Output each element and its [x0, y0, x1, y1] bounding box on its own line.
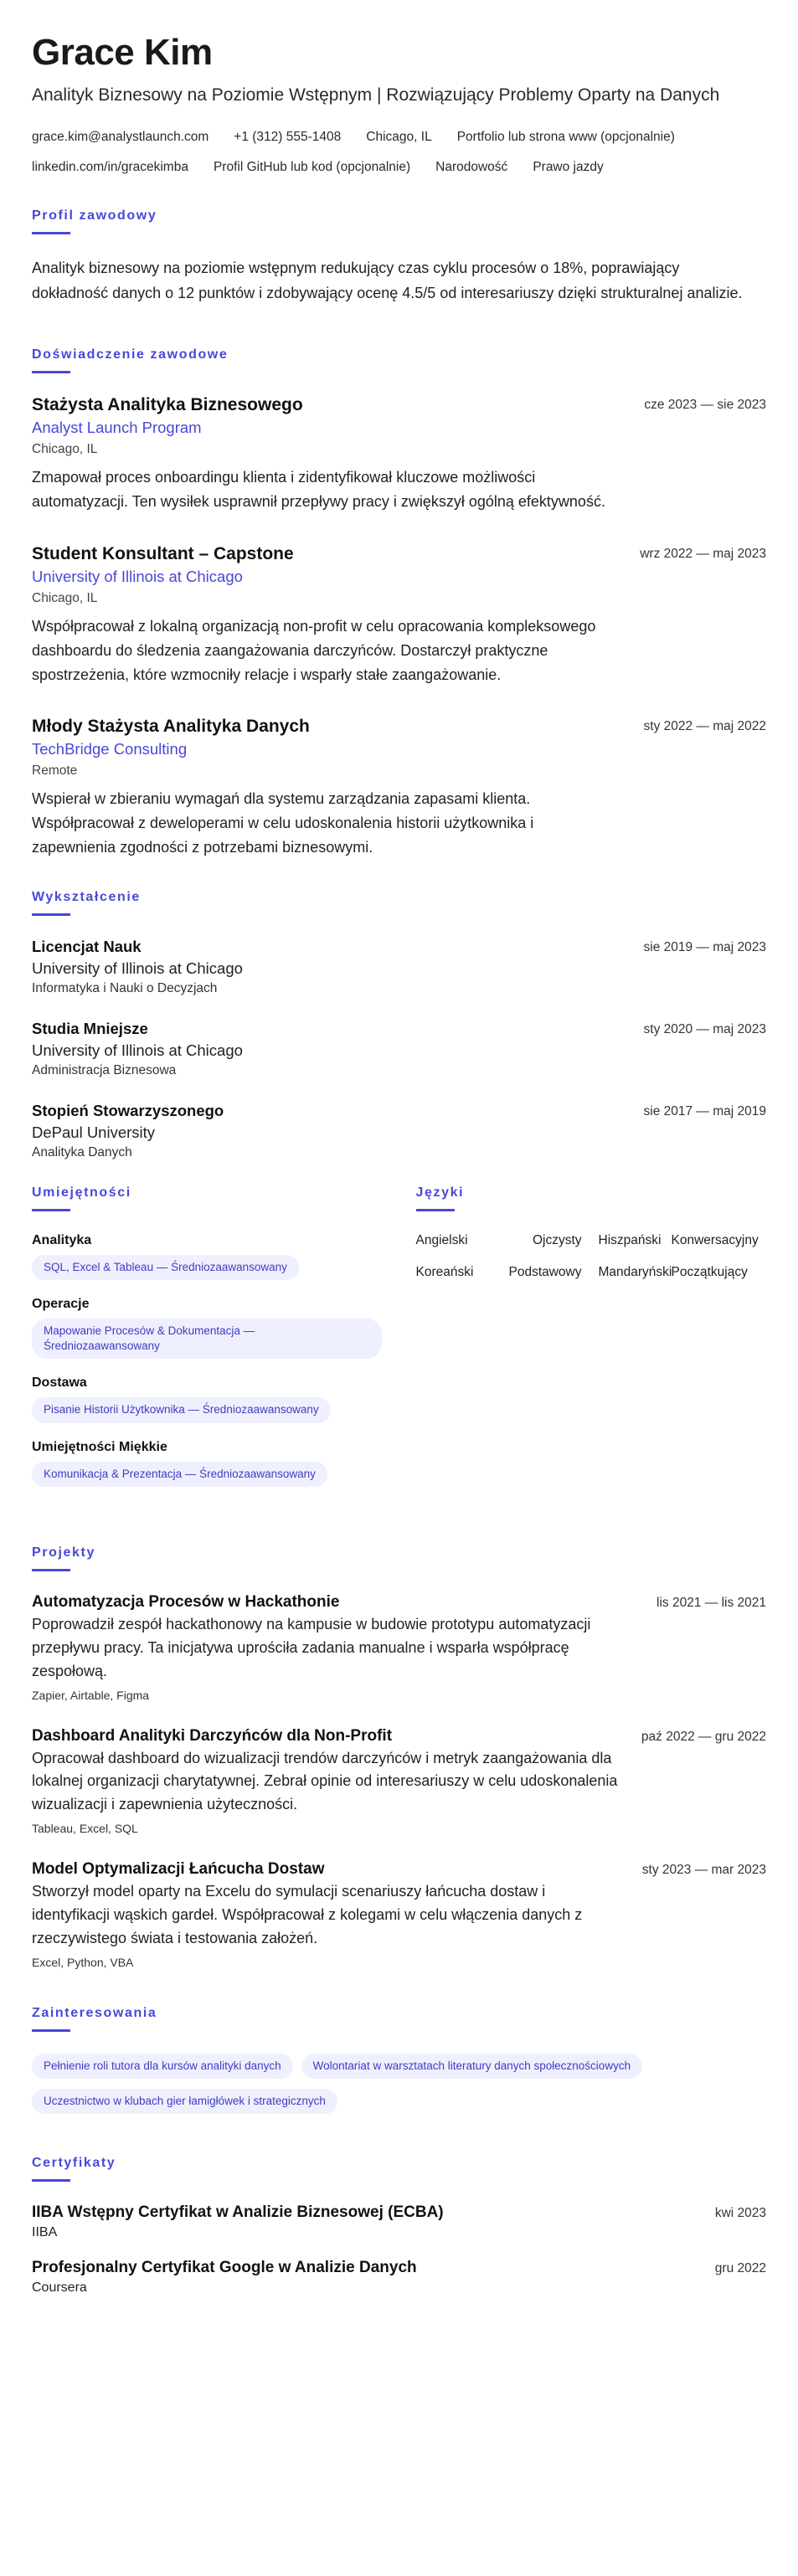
education-degree: Studia Mniejsze — [32, 1019, 148, 1037]
interest-chip: Uczestnictwo w klubach gier łamigłówek i strategicznych — [32, 2089, 337, 2114]
job-dates: sty 2022 — maj 2022 — [643, 719, 766, 734]
project-dates: paź 2022 — gru 2022 — [641, 1729, 766, 1744]
skill-group-name: Dostawa — [32, 1375, 87, 1391]
job-title: Stażysta Analityka Biznesowego — [32, 395, 303, 415]
skill-group — [32, 1440, 383, 1487]
contact-location: Chicago, IL — [366, 130, 432, 145]
contact-nationality: Narodowość — [435, 160, 508, 175]
contact-email[interactable]: grace.kim@analystlaunch.com — [32, 130, 209, 145]
job-dates: cze 2023 — sie 2023 — [644, 398, 766, 413]
job-location: Remote — [32, 764, 78, 779]
project-dates: sty 2023 — mar 2023 — [641, 1863, 766, 1878]
project-title: Model Optymalizacji Łańcucha Dostaw — [32, 1860, 325, 1879]
language-name: Koreański — [415, 1264, 474, 1279]
skill-group — [32, 1375, 383, 1422]
section-title: Projekty — [32, 1545, 95, 1560]
contact-list — [32, 130, 769, 175]
resume-header — [32, 32, 766, 175]
certification-date: gru 2022 — [714, 2261, 766, 2276]
section-divider — [416, 1209, 455, 1211]
certification-issuer: IIBA — [32, 2225, 58, 2240]
language-name: Hiszpański — [598, 1232, 662, 1247]
language-level: Podstawowy — [508, 1264, 582, 1279]
job-dates: wrz 2022 — maj 2023 — [640, 547, 766, 561]
certification-entry — [32, 2203, 766, 2240]
language-name: Mandaryński — [598, 1264, 672, 1279]
skill-chip: Mapowanie Procesów & Dokumentacja — Średniozaawansowany — [32, 1319, 382, 1359]
contact-linkedin[interactable]: linkedin.com/in/gracekimba — [32, 160, 188, 175]
education-school: University of Illinois at Chicago — [32, 959, 243, 977]
education-school: DePaul University — [32, 1123, 156, 1141]
experience-section — [32, 347, 766, 859]
contact-driving-license: Prawo jazdy — [533, 160, 604, 175]
job-description: Zmapował proces onboardingu klienta i zidentyfikował kluczowe możliwości automatyzacji. Ten wysiłek usprawnił przepływy pracy i zwiększył ogólną efektywność. — [32, 469, 605, 511]
summary-text: Analityk biznesowy na poziomie wstępnym redukujący czas cyklu procesów o 18%, poprawiający dokładność danych o 12 punktów i zdobywający ocenę 4.5/5 od interesariuszy dzięki strukturalnej analizie. — [32, 260, 743, 301]
education-dates: sie 2017 — maj 2019 — [643, 1103, 766, 1118]
job-description: Współpracował z lokalną organizacją non-profit w celu opracowania kompleksowego dashboardu do śledzenia zaangażowania darczyńców. Dostarczył praktyczne spostrzeżenia, które wzmocniły relacje i wsparły stałe zaangażowanie. — [32, 618, 596, 683]
education-field: Analityka Danych — [32, 1144, 132, 1159]
project-entry — [32, 1727, 766, 1836]
languages-section — [416, 1185, 767, 1504]
education-school: University of Illinois at Chicago — [32, 1041, 243, 1059]
job-location: Chicago, IL — [32, 442, 98, 457]
project-tools: Excel, Python, VBA — [32, 1955, 134, 1969]
section-divider — [32, 1569, 70, 1571]
job-title: Student Konsultant – Capstone — [32, 544, 294, 563]
education-dates: sty 2020 — maj 2023 — [643, 1021, 766, 1036]
education-degree: Stopień Stowarzyszonego — [32, 1101, 224, 1119]
project-entry — [32, 1593, 766, 1702]
job-entry — [32, 395, 766, 514]
certification-entry — [32, 2259, 766, 2296]
section-title: Umiejętności — [32, 1185, 131, 1200]
language-row — [416, 1233, 767, 1248]
project-description: Opracował dashboard do wizualizacji trendów darczyńców i metryk zaangażowania dla lokalnej organizacji charytatywnej. Zebrał opinie od interesariuszy w celu udoskonalenia wizualizacji i zapewnienia użyteczności. — [32, 1749, 618, 1813]
job-description: Wspierał w zbieraniu wymagań dla systemu zarządzania zapasami klienta. Współpracował z deweloperami w celu udoskonalenia historii użytkownika i zapewnienia zgodności z potrzebami biznesowymi. — [32, 790, 534, 856]
education-degree: Licencjat Nauk — [32, 937, 142, 955]
skill-chip: Komunikacja & Prezentacja — Średniozaawansowany — [32, 1462, 327, 1487]
interest-list — [32, 2054, 769, 2114]
job-location: Chicago, IL — [32, 591, 98, 605]
project-description: Poprowadził zespół hackathonowy na kampusie w budowie prototypu automatyzacji przepływu pracy. Ta inicjatywa uprościła zadania manualne i wsparła współpracę zespołową. — [32, 1615, 591, 1679]
section-divider — [32, 1209, 70, 1211]
certification-title: Profesjonalny Certyfikat Google w Analizie Danych — [32, 2259, 417, 2277]
language-level: Początkujący — [671, 1264, 748, 1279]
skill-chip: SQL, Excel & Tableau — Średniozaawansowany — [32, 1255, 299, 1280]
skill-group-name: Analityka — [32, 1232, 92, 1247]
education-entry — [32, 1102, 766, 1160]
interest-chip: Pełnienie roli tutora dla kursów analityki danych — [32, 2054, 293, 2079]
skill-chip: Pisanie Historii Użytkownika — Średniozaawansowany — [32, 1397, 331, 1422]
education-entry — [32, 1020, 766, 1078]
certification-date: kwi 2023 — [714, 2206, 766, 2221]
certification-issuer: Coursera — [32, 2280, 87, 2296]
interest-chip: Wolontariat w warsztatach literatury danych społecznościowych — [301, 2054, 642, 2079]
section-title: Profil zawodowy — [32, 208, 157, 224]
job-company[interactable]: TechBridge Consulting — [32, 740, 188, 758]
skill-group-name: Umiejętności Miękkie — [32, 1439, 167, 1454]
project-tools: Zapier, Airtable, Figma — [32, 1688, 150, 1702]
certification-title: IIBA Wstępny Certyfikat w Analizie Biznesowej (ECBA) — [32, 2203, 444, 2222]
interests-section — [32, 2006, 766, 2114]
section-title: Wykształcenie — [32, 889, 141, 904]
skills-languages-row — [32, 1185, 766, 1504]
section-title: Doświadczenie zawodowe — [32, 347, 229, 362]
contact-portfolio[interactable]: Portfolio lub strona www (opcjonalnie) — [456, 130, 675, 145]
summary-section — [32, 208, 766, 306]
candidate-headline: Analityk Biznesowy na Poziomie Wstępnym | Rozwiązujący Problemy Oparty na Danych — [32, 85, 720, 105]
section-divider — [32, 232, 70, 234]
section-title: Języki — [415, 1185, 465, 1200]
job-entry — [32, 544, 766, 686]
certifications-section — [32, 2156, 766, 2296]
skill-group-name: Operacje — [32, 1297, 90, 1311]
section-divider — [32, 913, 70, 916]
education-entry — [32, 938, 766, 996]
skills-section — [32, 1185, 383, 1504]
language-level: Konwersacyjny — [671, 1232, 759, 1247]
candidate-name: Grace Kim — [32, 32, 213, 73]
education-section — [32, 890, 766, 1160]
project-title: Automatyzacja Procesów w Hackathonie — [32, 1592, 340, 1611]
section-divider — [32, 2179, 70, 2182]
section-divider — [32, 371, 70, 373]
education-field: Informatyka i Nauki o Decyzjach — [32, 980, 218, 995]
project-entry — [32, 1860, 766, 1969]
language-name: Angielski — [415, 1232, 468, 1247]
education-field: Administracja Biznesowa — [32, 1062, 177, 1077]
language-row — [416, 1265, 767, 1280]
section-divider — [32, 2029, 70, 2032]
project-tools: Tableau, Excel, SQL — [32, 1822, 138, 1836]
section-title: Zainteresowania — [32, 2005, 157, 2020]
skill-group — [32, 1233, 383, 1280]
project-title: Dashboard Analityki Darczyńców dla Non-Profit — [32, 1726, 393, 1745]
language-level: Ojczysty — [532, 1232, 582, 1247]
job-company[interactable]: University of Illinois at Chicago — [32, 568, 243, 585]
contact-github[interactable]: Profil GitHub lub kod (opcjonalnie) — [213, 160, 411, 175]
skill-group — [32, 1297, 383, 1359]
project-description: Stworzył model oparty na Excelu do symulacji scenariuszy łańcucha dostaw i identyfikacji wąskich gardeł. Współpracował z kolegami w celu włączenia danych z rzeczywistego świata i testowania założeń. — [32, 1883, 583, 1946]
contact-phone[interactable]: +1 (312) 555-1408 — [234, 130, 342, 145]
projects-section — [32, 1545, 766, 1969]
section-title: Certyfikaty — [32, 2156, 116, 2171]
project-dates: lis 2021 — lis 2021 — [656, 1595, 766, 1610]
job-company[interactable]: Analyst Launch Program — [32, 419, 202, 437]
education-dates: sie 2019 — maj 2023 — [643, 939, 766, 954]
job-title: Młody Stażysta Analityka Danych — [32, 717, 310, 737]
job-entry — [32, 717, 766, 859]
